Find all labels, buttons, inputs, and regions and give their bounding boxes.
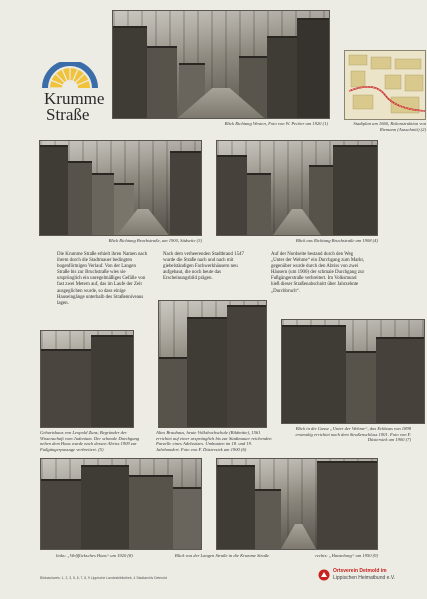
photo-street-west bbox=[112, 10, 330, 119]
photo-unter-der-wehme bbox=[281, 319, 425, 424]
photo-bruchstrasse-1908 bbox=[216, 140, 378, 236]
caption-photo-4: Blick aus Richtung Bruchstraße um 1908 (4) bbox=[295, 238, 378, 243]
page-title-line2: Straße bbox=[46, 105, 90, 124]
caption-photo-1: Blick Richtung Westen, Foto von W. Pecher um 1920 (1) bbox=[224, 121, 328, 126]
caption-map: Stadtplan um 1660, Rekonstruktion von Riemann (Ausschnitt) (2) bbox=[353, 121, 426, 132]
photo-old-brewery bbox=[158, 300, 267, 428]
text-column-3: Auf der Nordseite bestand durch den Weg „Unter der Wehme“ ein Durchgang zum Markt, gegenüber wurde durch den Abriss von zwei Häusern (um 1900) der schmale Durchgang zur Fußgängerstraße verbreitert. Im Volksmund hieß dieser Straßenabschnitt über Jahrzehnte „Durchbruch“. bbox=[271, 252, 365, 294]
photo-lange-strasse-view bbox=[216, 458, 378, 550]
map-drawing-icon bbox=[345, 51, 426, 120]
caption-photo-6: Altes Brauhaus, heute Volkshochschule (Bildmitte), 1561 errichtet auf einer ursprünglich bis zur Stadtmauer reichenden Parzelle eines Adelssitzes. Umbauten im 18. und 19. Jahrhundert. Foto von F. Düstersiek um 1900 (6) bbox=[156, 430, 272, 452]
sun-logo-icon bbox=[40, 62, 100, 88]
city-map-1660 bbox=[344, 50, 426, 120]
photo-bruchstrasse-1900 bbox=[39, 140, 202, 236]
org-name-line1: Ortsverein Detmold im bbox=[333, 568, 387, 574]
photo-zunz-birthplace bbox=[40, 330, 134, 428]
caption-photo-7: Blick in die Gasse „Unter der Wehme“, das Eckhaus von 1898 erstmalig errichtet nach dem Straßenschluss 1901. Foto von F. Düstersiek um 1900 (7) bbox=[295, 426, 411, 443]
photo-credits: Bildnachweis: 1, 2, 3, 5, 6, 7, 8, 9 Lippische Landesbibliothek, 4 Stadtarchiv Detmold bbox=[40, 576, 167, 580]
text-column-1: Die Krumme Straße erhielt ihren Namen nach ihrem durch die Stadtmauer bedingten bogenförmigen Verlauf. Von der Langen Straße bis zur Bruchstraße wies sie ursprünglich ein unregelmäßiges Gefälle von fast zwei Metern auf, das im Laufe der Zeit ausgeglichen wurde, so dass einige Hauseingänge unterhalb des Straßenniveaus lagen. bbox=[57, 252, 148, 306]
org-name-line2: Lippischen Heimatbund e.V. bbox=[333, 575, 396, 581]
caption-photo-10: rechts: „Hanseburg“ um 1950 (9) bbox=[315, 553, 378, 558]
caption-photo-3: Blick Richtung Bruchstraße, um 1900, Südseite (3) bbox=[108, 238, 202, 243]
photo-welfflicksches-haus bbox=[40, 458, 202, 550]
heimatbund-logo-icon bbox=[318, 569, 330, 581]
page-title-line1: Krumme bbox=[44, 89, 105, 108]
text-column-2: Nach dem verheerenden Stadtbrand 1547 wurde die Straße nach und nach mit giebelständigen Fachwerkhäusern neu aufgebaut, die noch heute das Erscheinungsbild prägen. bbox=[163, 252, 244, 282]
caption-photo-8: links: „Welfflicksches Haus“ um 1920 (8) bbox=[56, 553, 133, 558]
caption-photo-5: Geburtshaus von Leopold Zunz, Begründer der Wissenschaft vom Judentum. Der schmale Durchgang neben dem Haus wurde nach dessen Abriss 1909 zur Fußgängerpassage verbreitert. (5) bbox=[40, 430, 140, 452]
caption-photo-9: Blick von der Langen Straße in die Krumme Straße bbox=[174, 553, 270, 558]
